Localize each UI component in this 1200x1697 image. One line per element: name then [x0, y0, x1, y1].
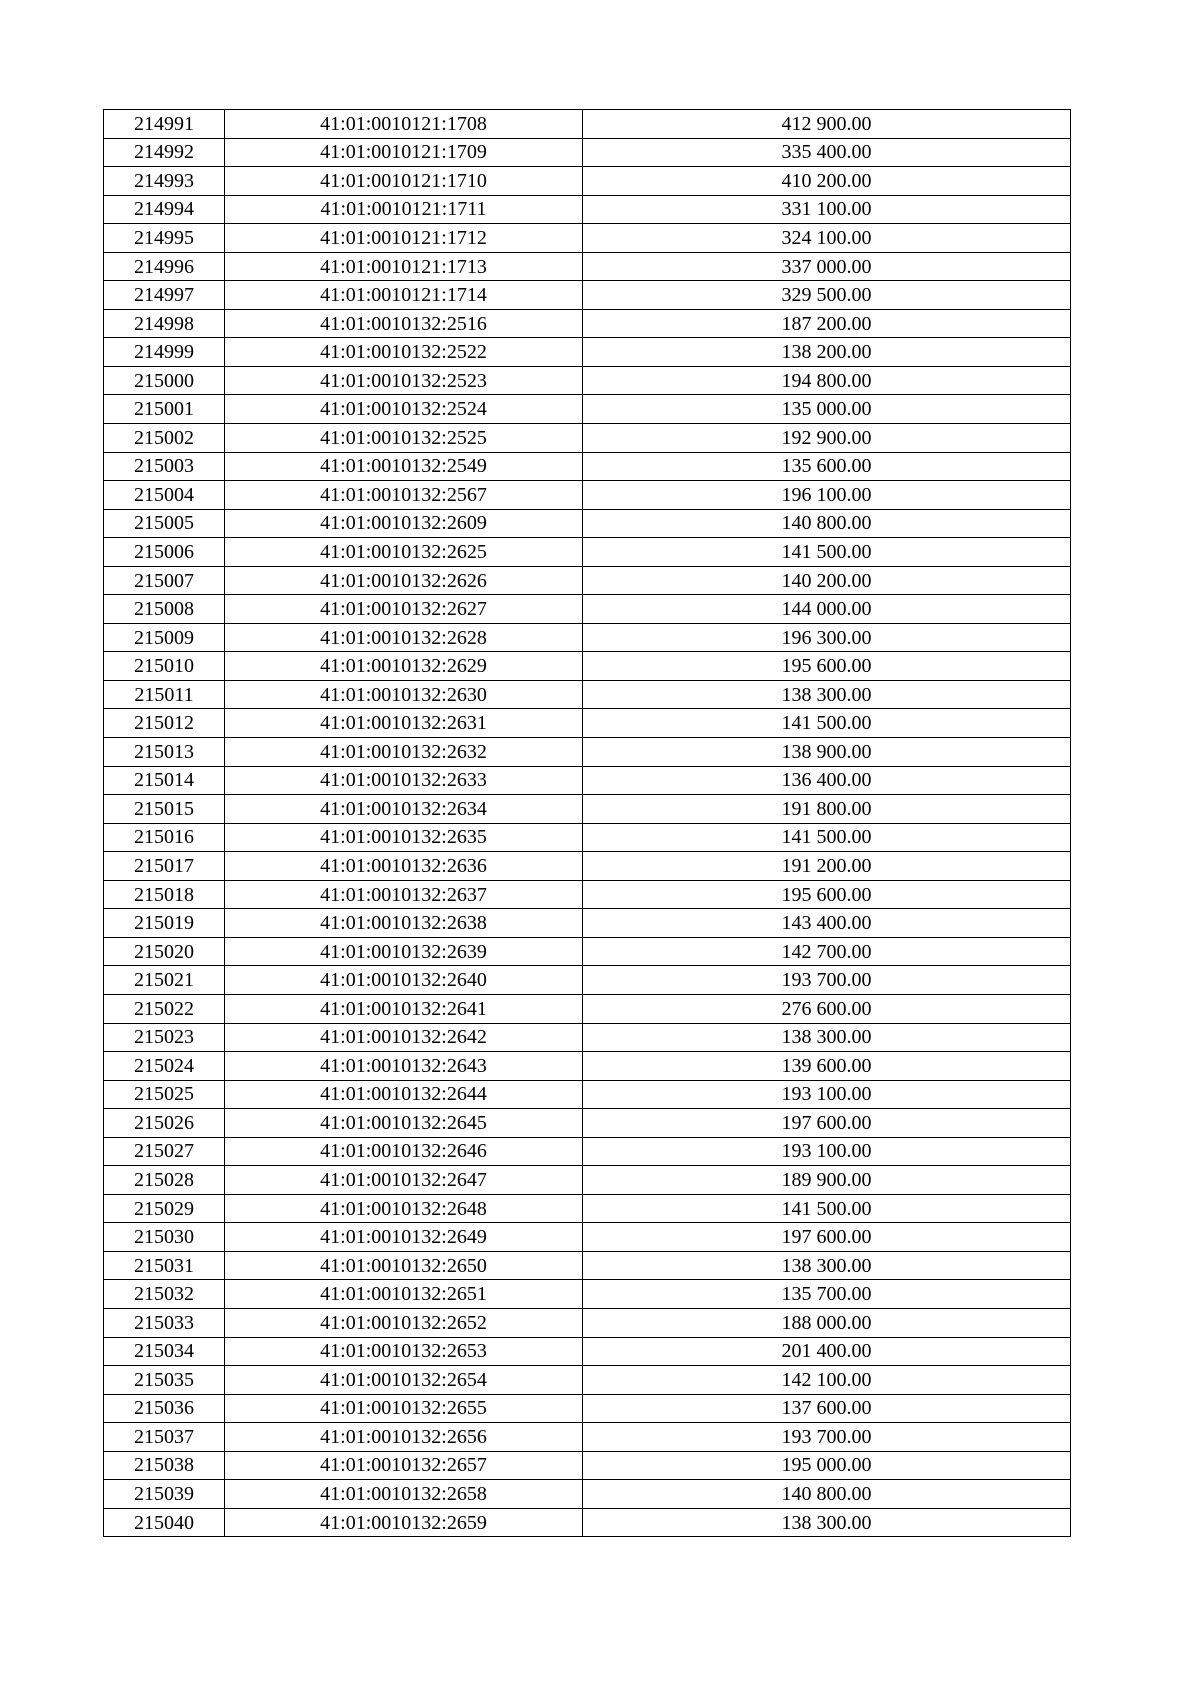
cadastral-value-cell: 195 600.00	[583, 652, 1071, 681]
cadastral-value-cell: 324 100.00	[583, 224, 1071, 253]
cadastral-number-cell: 41:01:0010121:1713	[225, 252, 583, 281]
row-number-cell: 215024	[104, 1052, 225, 1081]
table-row	[104, 766, 1071, 795]
table-row	[104, 795, 1071, 824]
cadastral-number-cell: 41:01:0010132:2549	[225, 452, 583, 481]
cadastral-number-cell: 41:01:0010132:2516	[225, 309, 583, 338]
cadastral-value-cell: 142 700.00	[583, 937, 1071, 966]
cadastral-number-cell: 41:01:0010121:1711	[225, 195, 583, 224]
cadastral-value-cell: 335 400.00	[583, 138, 1071, 167]
cadastral-number-cell: 41:01:0010121:1712	[225, 224, 583, 253]
table-row	[104, 509, 1071, 538]
cadastral-value-cell: 196 300.00	[583, 623, 1071, 652]
cadastral-number-cell: 41:01:0010121:1708	[225, 110, 583, 139]
row-number-cell: 215031	[104, 1251, 225, 1280]
cadastral-value-cell: 195 000.00	[583, 1451, 1071, 1480]
cadastral-value-cell: 193 700.00	[583, 966, 1071, 995]
cadastral-number-cell: 41:01:0010132:2634	[225, 795, 583, 824]
table-row	[104, 338, 1071, 367]
row-number-cell: 214996	[104, 252, 225, 281]
cadastral-value-cell: 138 200.00	[583, 338, 1071, 367]
cadastral-number-cell: 41:01:0010132:2659	[225, 1508, 583, 1537]
row-number-cell: 214998	[104, 309, 225, 338]
cadastral-number-cell: 41:01:0010132:2523	[225, 366, 583, 395]
table-row	[104, 1194, 1071, 1223]
table-row	[104, 366, 1071, 395]
row-number-cell: 215023	[104, 1023, 225, 1052]
table-row	[104, 880, 1071, 909]
table-row	[104, 1080, 1071, 1109]
cadastral-number-cell: 41:01:0010132:2655	[225, 1394, 583, 1423]
table-row	[104, 452, 1071, 481]
row-number-cell: 214999	[104, 338, 225, 367]
cadastral-value-cell: 192 900.00	[583, 424, 1071, 453]
row-number-cell: 215034	[104, 1337, 225, 1366]
row-number-cell: 215035	[104, 1366, 225, 1395]
table-row	[104, 252, 1071, 281]
cadastral-value-cell: 138 900.00	[583, 738, 1071, 767]
table-row	[104, 709, 1071, 738]
row-number-cell: 215012	[104, 709, 225, 738]
row-number-cell: 215016	[104, 823, 225, 852]
row-number-cell: 215033	[104, 1308, 225, 1337]
row-number-cell: 215038	[104, 1451, 225, 1480]
cadastral-number-cell: 41:01:0010132:2649	[225, 1223, 583, 1252]
cadastral-number-cell: 41:01:0010121:1709	[225, 138, 583, 167]
cadastral-number-cell: 41:01:0010132:2627	[225, 595, 583, 624]
row-number-cell: 215011	[104, 680, 225, 709]
table-row	[104, 1052, 1071, 1081]
row-number-cell: 215039	[104, 1480, 225, 1509]
cadastral-value-cell: 140 800.00	[583, 1480, 1071, 1509]
table-row	[104, 937, 1071, 966]
table-row	[104, 1480, 1071, 1509]
row-number-cell: 215010	[104, 652, 225, 681]
row-number-cell: 215022	[104, 994, 225, 1023]
row-number-cell: 215019	[104, 909, 225, 938]
cadastral-value-cell: 188 000.00	[583, 1308, 1071, 1337]
table-row	[104, 652, 1071, 681]
cadastral-number-cell: 41:01:0010132:2654	[225, 1366, 583, 1395]
row-number-cell: 215008	[104, 595, 225, 624]
cadastral-value-cell: 140 800.00	[583, 509, 1071, 538]
row-number-cell: 215020	[104, 937, 225, 966]
cadastral-number-cell: 41:01:0010132:2636	[225, 852, 583, 881]
table-row	[104, 595, 1071, 624]
cadastral-number-cell: 41:01:0010132:2642	[225, 1023, 583, 1052]
row-number-cell: 215002	[104, 424, 225, 453]
row-number-cell: 215000	[104, 366, 225, 395]
cadastral-number-cell: 41:01:0010121:1714	[225, 281, 583, 310]
cadastral-number-cell: 41:01:0010132:2628	[225, 623, 583, 652]
cadastral-number-cell: 41:01:0010132:2656	[225, 1423, 583, 1452]
table-row	[104, 424, 1071, 453]
cadastral-value-cell: 139 600.00	[583, 1052, 1071, 1081]
cadastral-value-cell: 197 600.00	[583, 1223, 1071, 1252]
cadastral-value-cell: 193 100.00	[583, 1137, 1071, 1166]
row-number-cell: 214991	[104, 110, 225, 139]
cadastral-number-cell: 41:01:0010132:2648	[225, 1194, 583, 1223]
cadastral-number-cell: 41:01:0010132:2637	[225, 880, 583, 909]
cadastral-number-cell: 41:01:0010132:2626	[225, 566, 583, 595]
cadastral-value-cell: 135 000.00	[583, 395, 1071, 424]
row-number-cell: 215036	[104, 1394, 225, 1423]
cadastral-value-cell: 193 100.00	[583, 1080, 1071, 1109]
row-number-cell: 215029	[104, 1194, 225, 1223]
cadastral-value-cell: 143 400.00	[583, 909, 1071, 938]
cadastral-number-cell: 41:01:0010132:2633	[225, 766, 583, 795]
row-number-cell: 215018	[104, 880, 225, 909]
row-number-cell: 214993	[104, 167, 225, 196]
cadastral-number-cell: 41:01:0010121:1710	[225, 167, 583, 196]
cadastral-value-cell: 138 300.00	[583, 1508, 1071, 1537]
cadastral-value-cell: 138 300.00	[583, 1023, 1071, 1052]
cadastral-number-cell: 41:01:0010132:2643	[225, 1052, 583, 1081]
cadastral-value-cell: 189 900.00	[583, 1166, 1071, 1195]
cadastral-number-cell: 41:01:0010132:2641	[225, 994, 583, 1023]
table-row	[104, 1508, 1071, 1537]
cadastral-value-cell: 197 600.00	[583, 1109, 1071, 1138]
row-number-cell: 215017	[104, 852, 225, 881]
cadastral-value-cell: 144 000.00	[583, 595, 1071, 624]
table-row	[104, 738, 1071, 767]
row-number-cell: 214994	[104, 195, 225, 224]
row-number-cell: 215027	[104, 1137, 225, 1166]
cadastral-number-cell: 41:01:0010132:2525	[225, 424, 583, 453]
table-row	[104, 1223, 1071, 1252]
cadastral-number-cell: 41:01:0010132:2567	[225, 481, 583, 510]
cadastral-number-cell: 41:01:0010132:2635	[225, 823, 583, 852]
row-number-cell: 214997	[104, 281, 225, 310]
table-row	[104, 623, 1071, 652]
cadastral-value-cell: 194 800.00	[583, 366, 1071, 395]
row-number-cell: 215025	[104, 1080, 225, 1109]
row-number-cell: 215007	[104, 566, 225, 595]
cadastral-value-cell: 187 200.00	[583, 309, 1071, 338]
cadastral-value-cell: 141 500.00	[583, 823, 1071, 852]
cadastral-number-cell: 41:01:0010132:2652	[225, 1308, 583, 1337]
cadastral-value-cell: 138 300.00	[583, 1251, 1071, 1280]
table-row	[104, 481, 1071, 510]
row-number-cell: 215028	[104, 1166, 225, 1195]
row-number-cell: 215006	[104, 538, 225, 567]
cadastral-value-cell: 142 100.00	[583, 1366, 1071, 1395]
cadastral-number-cell: 41:01:0010132:2630	[225, 680, 583, 709]
table-row	[104, 1023, 1071, 1052]
table-row	[104, 966, 1071, 995]
row-number-cell: 215026	[104, 1109, 225, 1138]
cadastral-number-cell: 41:01:0010132:2646	[225, 1137, 583, 1166]
table-row	[104, 823, 1071, 852]
table-row	[104, 167, 1071, 196]
table-row	[104, 1137, 1071, 1166]
table-row	[104, 1337, 1071, 1366]
cadastral-value-cell: 276 600.00	[583, 994, 1071, 1023]
cadastral-number-cell: 41:01:0010132:2650	[225, 1251, 583, 1280]
table-row	[104, 680, 1071, 709]
table-row	[104, 110, 1071, 139]
cadastral-value-cell: 138 300.00	[583, 680, 1071, 709]
cadastral-value-cell: 196 100.00	[583, 481, 1071, 510]
cadastral-value-cell: 329 500.00	[583, 281, 1071, 310]
cadastral-number-cell: 41:01:0010132:2609	[225, 509, 583, 538]
cadastral-number-cell: 41:01:0010132:2640	[225, 966, 583, 995]
cadastral-value-table	[103, 109, 1071, 1537]
cadastral-value-cell: 135 600.00	[583, 452, 1071, 481]
cadastral-value-cell: 136 400.00	[583, 766, 1071, 795]
table-row	[104, 1451, 1071, 1480]
cadastral-number-cell: 41:01:0010132:2653	[225, 1337, 583, 1366]
cadastral-number-cell: 41:01:0010132:2644	[225, 1080, 583, 1109]
cadastral-value-cell: 412 900.00	[583, 110, 1071, 139]
table-row	[104, 1366, 1071, 1395]
cadastral-value-cell: 141 500.00	[583, 1194, 1071, 1223]
table-row	[104, 1251, 1071, 1280]
cadastral-number-cell: 41:01:0010132:2625	[225, 538, 583, 567]
cadastral-number-cell: 41:01:0010132:2629	[225, 652, 583, 681]
cadastral-value-cell: 141 500.00	[583, 538, 1071, 567]
table-row	[104, 1423, 1071, 1452]
cadastral-value-cell: 137 600.00	[583, 1394, 1071, 1423]
cadastral-number-cell: 41:01:0010132:2522	[225, 338, 583, 367]
table-row	[104, 1109, 1071, 1138]
row-number-cell: 215040	[104, 1508, 225, 1537]
cadastral-number-cell: 41:01:0010132:2639	[225, 937, 583, 966]
table-row	[104, 538, 1071, 567]
table-row	[104, 224, 1071, 253]
cadastral-number-cell: 41:01:0010132:2638	[225, 909, 583, 938]
row-number-cell: 214995	[104, 224, 225, 253]
row-number-cell: 215030	[104, 1223, 225, 1252]
cadastral-number-cell: 41:01:0010132:2651	[225, 1280, 583, 1309]
cadastral-number-cell: 41:01:0010132:2647	[225, 1166, 583, 1195]
cadastral-value-cell: 191 200.00	[583, 852, 1071, 881]
cadastral-number-cell: 41:01:0010132:2658	[225, 1480, 583, 1509]
cadastral-value-cell: 191 800.00	[583, 795, 1071, 824]
row-number-cell: 215013	[104, 738, 225, 767]
cadastral-number-cell: 41:01:0010132:2645	[225, 1109, 583, 1138]
table-row	[104, 1166, 1071, 1195]
table-row	[104, 909, 1071, 938]
cadastral-value-cell: 410 200.00	[583, 167, 1071, 196]
table-row	[104, 852, 1071, 881]
row-number-cell: 215014	[104, 766, 225, 795]
table-row	[104, 395, 1071, 424]
table-row	[104, 195, 1071, 224]
table-row	[104, 566, 1071, 595]
cadastral-number-cell: 41:01:0010132:2657	[225, 1451, 583, 1480]
cadastral-value-cell: 193 700.00	[583, 1423, 1071, 1452]
cadastral-value-cell: 135 700.00	[583, 1280, 1071, 1309]
row-number-cell: 215005	[104, 509, 225, 538]
table-row	[104, 309, 1071, 338]
table-row	[104, 1280, 1071, 1309]
cadastral-value-cell: 195 600.00	[583, 880, 1071, 909]
table-row	[104, 281, 1071, 310]
table-row	[104, 138, 1071, 167]
row-number-cell: 215032	[104, 1280, 225, 1309]
row-number-cell: 215001	[104, 395, 225, 424]
table-row	[104, 994, 1071, 1023]
cadastral-value-cell: 141 500.00	[583, 709, 1071, 738]
cadastral-number-cell: 41:01:0010132:2631	[225, 709, 583, 738]
row-number-cell: 215021	[104, 966, 225, 995]
cadastral-number-cell: 41:01:0010132:2524	[225, 395, 583, 424]
row-number-cell: 215015	[104, 795, 225, 824]
row-number-cell: 215004	[104, 481, 225, 510]
cadastral-value-cell: 140 200.00	[583, 566, 1071, 595]
table-row	[104, 1394, 1071, 1423]
cadastral-number-cell: 41:01:0010132:2632	[225, 738, 583, 767]
row-number-cell: 215003	[104, 452, 225, 481]
table-body	[104, 110, 1071, 1537]
cadastral-value-cell: 201 400.00	[583, 1337, 1071, 1366]
row-number-cell: 215009	[104, 623, 225, 652]
cadastral-value-cell: 337 000.00	[583, 252, 1071, 281]
row-number-cell: 215037	[104, 1423, 225, 1452]
cadastral-value-cell: 331 100.00	[583, 195, 1071, 224]
row-number-cell: 214992	[104, 138, 225, 167]
table-row	[104, 1308, 1071, 1337]
